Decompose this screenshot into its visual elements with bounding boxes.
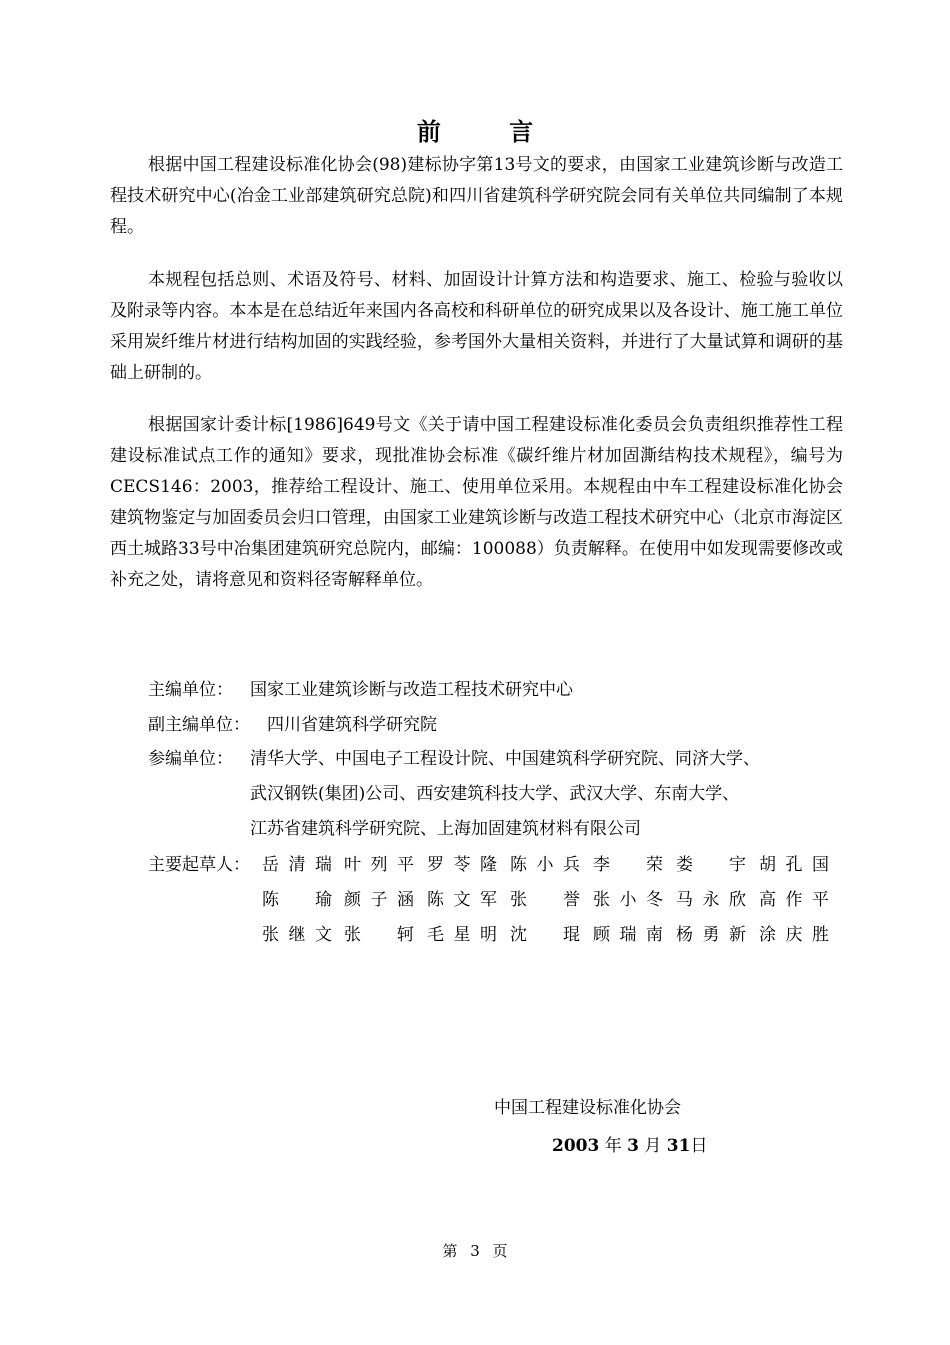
date-day: 31 (666, 1136, 691, 1156)
drafter-name: 张 誉 (510, 890, 580, 910)
drafter-name: 陈 瑜 (262, 890, 332, 910)
drafter-name: 张小冬 (593, 890, 663, 910)
drafter-name: 岳清瑞 (262, 855, 332, 875)
deputy-unit-label: 副主编单位： (148, 715, 250, 735)
date-day-unit: 日 (690, 1136, 708, 1156)
drafter-name: 颜子涵 (344, 890, 414, 910)
deputy-unit: 四川省建筑科学研究院 (267, 715, 437, 735)
drafter-name: 罗苓隆 (427, 855, 497, 875)
drafter-name: 涂庆胜 (759, 925, 829, 945)
paragraph-3: 根据国家计委计标[1986]649号文《关于请中国工程建设标准化委员会负责组织推荐性工程建设标准试点工作的通知》要求，现批准协会标准《碳纤维片材加固澌结构技术规程》，编号为CECS146：2003，推荐给工程设计、施工、使用单位采用。本规程由中车工程建设标准化协会建筑物鉴定与加固委员会归口管理，由国家工业建筑诊断与改造工程技术研究中心（北京市海淀区西土城路33号中冶集团建筑研究总院内，邮编：100088）负责解释。在使用中如发现需要修改或补充之处，请将意见和资料径寄解释单位。 (110, 415, 843, 590)
chief-unit: 国家工业建筑诊断与改造工程技术研究中心 (250, 680, 573, 700)
drafter-name: 高作平 (759, 890, 829, 910)
drafter-name: 娄 宇 (676, 855, 746, 875)
participating-units-line: 武汉钢铁(集团)公司、西安建筑科技大学、武汉大学、东南大学、 (250, 784, 740, 804)
participating-units-label: 参编单位： (148, 749, 233, 769)
date-month-unit: 月 (644, 1136, 662, 1156)
paragraph-2: 本规程包括总则、术语及符号、材料、加固设计计算方法和构造要求、施工、检验与验收以及附录等内容。本本是在总结近年来国内各高校和科研单位的研究成果以及各设计、施工施工单位采用炭纤维片材进行结构加固的实践经验，参考国外大量相关资料，并进行了大量试算和调研的基础上研制的。 (110, 270, 843, 383)
drafter-name: 马永欣 (676, 890, 746, 910)
chief-unit-label: 主编单位： (148, 680, 233, 700)
drafter-name: 胡孔国 (759, 855, 829, 875)
drafter-name: 顾瑞南 (593, 925, 663, 945)
paragraph-1: 根据中国工程建设标准化协会(98)建标协字第13号文的要求，由国家工业建筑诊断与改造工程技术研究中心(冶金工业部建筑研究总院)和四川省建筑科学研究院会同有关单位共同编制了本规程。 (110, 155, 843, 237)
page-number: 第 3 页 (442, 1242, 508, 1260)
drafter-name: 陈文军 (427, 890, 497, 910)
drafter-name: 张继文 (262, 925, 332, 945)
drafter-name: 毛星明 (427, 925, 497, 945)
participating-units-line: 江苏省建筑科学研究院、上海加固建筑材料有限公司 (250, 819, 641, 839)
drafter-name: 杨勇新 (676, 925, 746, 945)
date-year-unit: 年 (604, 1136, 622, 1156)
drafter-name: 张 轲 (344, 925, 414, 945)
participating-units-line: 清华大学、中国电子工程设计院、中国建筑科学研究院、同济大学、 (250, 749, 760, 769)
drafter-name: 李 荣 (593, 855, 663, 875)
date-year: 2003 (552, 1136, 600, 1156)
date-month: 3 (627, 1136, 639, 1156)
drafters-label: 主要起草人： (148, 855, 250, 875)
signature-date (552, 1131, 707, 1162)
drafter-name: 陈小兵 (510, 855, 580, 875)
signature-organization: 中国工程建设标准化协会 (494, 1098, 681, 1118)
drafter-name: 叶列平 (344, 855, 414, 875)
page-title: 前 言 (416, 117, 564, 146)
drafter-name: 沈 琨 (510, 925, 580, 945)
